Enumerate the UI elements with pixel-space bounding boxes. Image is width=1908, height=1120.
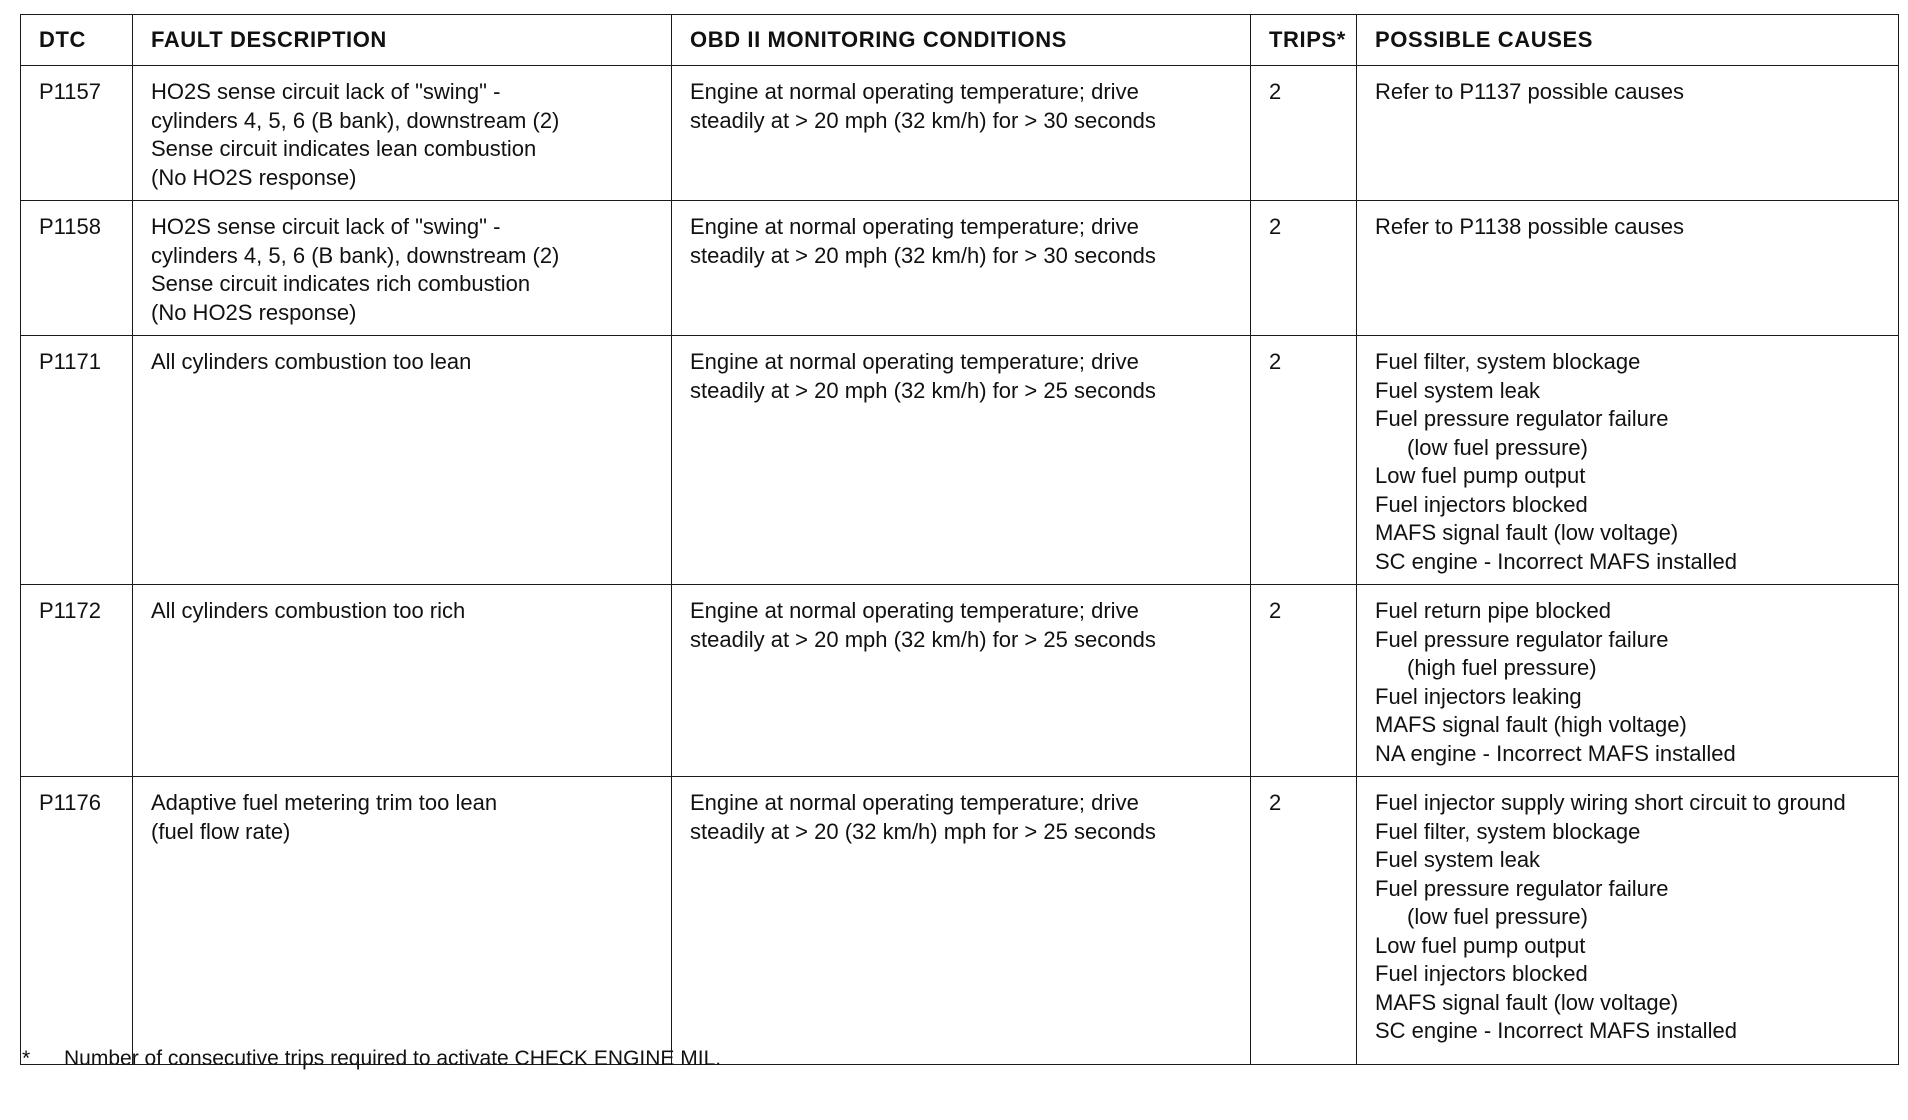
- cause-line: Fuel system leak: [1375, 847, 1541, 872]
- cause-line: Fuel filter, system blockage: [1375, 818, 1641, 844]
- header-dtc: DTC: [21, 15, 133, 66]
- fault-line: Sense circuit indicates rich combustion: [151, 271, 531, 296]
- dtc-code: P1157: [21, 66, 133, 201]
- dtc-code: P1176: [21, 777, 133, 1065]
- table-row: [21, 66, 1899, 201]
- dtc-table-container: [20, 14, 1898, 1065]
- cause-line: NA engine - Incorrect MAFS installed: [1375, 740, 1736, 766]
- fault-line: (No HO2S response): [151, 299, 357, 325]
- fault-line: Adaptive fuel metering trim too lean: [151, 790, 498, 815]
- trips-value: 2: [1251, 336, 1357, 585]
- fault-description-cell: [133, 66, 672, 201]
- header-possible-causes: POSSIBLE CAUSES: [1357, 15, 1899, 66]
- table-row: [21, 777, 1899, 1065]
- fault-description-cell: [133, 336, 672, 585]
- condition-line: Engine at normal operating temperature; drive: [690, 598, 1139, 623]
- condition-line: steadily at > 20 mph (32 km/h) for > 25 seconds: [690, 377, 1156, 403]
- cause-line: Fuel injectors blocked: [1375, 491, 1588, 517]
- cause-line: Fuel system leak: [1375, 377, 1541, 403]
- causes-cell: [1357, 336, 1899, 585]
- dtc-table: [20, 14, 1899, 1065]
- condition-line: Engine at normal operating temperature; drive: [690, 349, 1139, 374]
- causes-cell: [1357, 777, 1899, 1065]
- table-row: [21, 336, 1899, 585]
- table-header-row: [21, 15, 1899, 66]
- header-fault-description: FAULT DESCRIPTION: [133, 15, 672, 66]
- cause-line: Fuel filter, system blockage: [1375, 349, 1641, 374]
- cause-line: MAFS signal fault (low voltage): [1375, 520, 1679, 545]
- cause-line: Fuel return pipe blocked: [1375, 598, 1612, 623]
- condition-line: Engine at normal operating temperature; drive: [690, 79, 1139, 104]
- causes-cell: [1357, 66, 1899, 201]
- fault-description-cell: [133, 777, 672, 1065]
- dtc-code: P1172: [21, 585, 133, 777]
- footnote: [22, 1047, 721, 1071]
- fault-line: cylinders 4, 5, 6 (B bank), downstream (2): [151, 107, 560, 133]
- cause-line: MAFS signal fault (high voltage): [1375, 712, 1687, 737]
- cause-line: (high fuel pressure): [1407, 655, 1597, 680]
- causes-cell: [1357, 201, 1899, 336]
- trips-value: 2: [1251, 585, 1357, 777]
- fault-line: cylinders 4, 5, 6 (B bank), downstream (2): [151, 242, 560, 268]
- fault-line: All cylinders combustion too lean: [151, 349, 472, 374]
- fault-description-cell: [133, 201, 672, 336]
- cause-line: SC engine - Incorrect MAFS installed: [1375, 548, 1737, 574]
- conditions-cell: [672, 336, 1251, 585]
- footnote-asterisk: *: [22, 1047, 31, 1070]
- cause-line: Fuel pressure regulator failure: [1375, 406, 1669, 431]
- cause-line: Refer to P1137 possible causes: [1375, 79, 1684, 104]
- fault-line: Sense circuit indicates lean combustion: [151, 136, 537, 161]
- cause-line: Refer to P1138 possible causes: [1375, 214, 1684, 239]
- condition-line: Engine at normal operating temperature; drive: [690, 790, 1139, 815]
- fault-line: HO2S sense circuit lack of "swing" -: [151, 214, 501, 239]
- condition-line: Engine at normal operating temperature; drive: [690, 214, 1139, 239]
- conditions-cell: [672, 585, 1251, 777]
- dtc-code: P1158: [21, 201, 133, 336]
- cause-line: Low fuel pump output: [1375, 932, 1586, 958]
- conditions-cell: [672, 777, 1251, 1065]
- dtc-code: P1171: [21, 336, 133, 585]
- conditions-cell: [672, 66, 1251, 201]
- condition-line: steadily at > 20 mph (32 km/h) for > 25 seconds: [690, 626, 1156, 652]
- cause-line: Fuel injectors blocked: [1375, 961, 1588, 986]
- fault-line: All cylinders combustion too rich: [151, 598, 466, 623]
- trips-value: 2: [1251, 66, 1357, 201]
- causes-cell: [1357, 585, 1899, 777]
- cause-line: Fuel pressure regulator failure: [1375, 875, 1669, 901]
- condition-line: steadily at > 20 mph (32 km/h) for > 30 seconds: [690, 242, 1156, 268]
- header-monitoring-conditions: OBD II MONITORING CONDITIONS: [672, 15, 1251, 66]
- trips-value: 2: [1251, 777, 1357, 1065]
- conditions-cell: [672, 201, 1251, 336]
- fault-line: HO2S sense circuit lack of "swing" -: [151, 79, 501, 104]
- table-row: [21, 201, 1899, 336]
- cause-line: (low fuel pressure): [1407, 434, 1588, 460]
- footnote-text: Number of consecutive trips required to activate CHECK ENGINE MIL.: [64, 1047, 722, 1070]
- condition-line: steadily at > 20 (32 km/h) mph for > 25 seconds: [690, 818, 1156, 844]
- cause-line: Low fuel pump output: [1375, 463, 1586, 488]
- fault-line: (No HO2S response): [151, 164, 357, 190]
- cause-line: MAFS signal fault (low voltage): [1375, 989, 1679, 1015]
- cause-line: Fuel pressure regulator failure: [1375, 626, 1669, 652]
- table-row: [21, 585, 1899, 777]
- trips-value: 2: [1251, 201, 1357, 336]
- cause-line: Fuel injector supply wiring short circuit to ground: [1375, 790, 1846, 815]
- cause-line: Fuel injectors leaking: [1375, 683, 1582, 709]
- cause-line: (low fuel pressure): [1407, 904, 1588, 929]
- condition-line: steadily at > 20 mph (32 km/h) for > 30 seconds: [690, 107, 1156, 133]
- fault-line: (fuel flow rate): [151, 818, 291, 844]
- cause-line: SC engine - Incorrect MAFS installed: [1375, 1018, 1737, 1043]
- fault-description-cell: [133, 585, 672, 777]
- header-trips: TRIPS*: [1251, 15, 1357, 66]
